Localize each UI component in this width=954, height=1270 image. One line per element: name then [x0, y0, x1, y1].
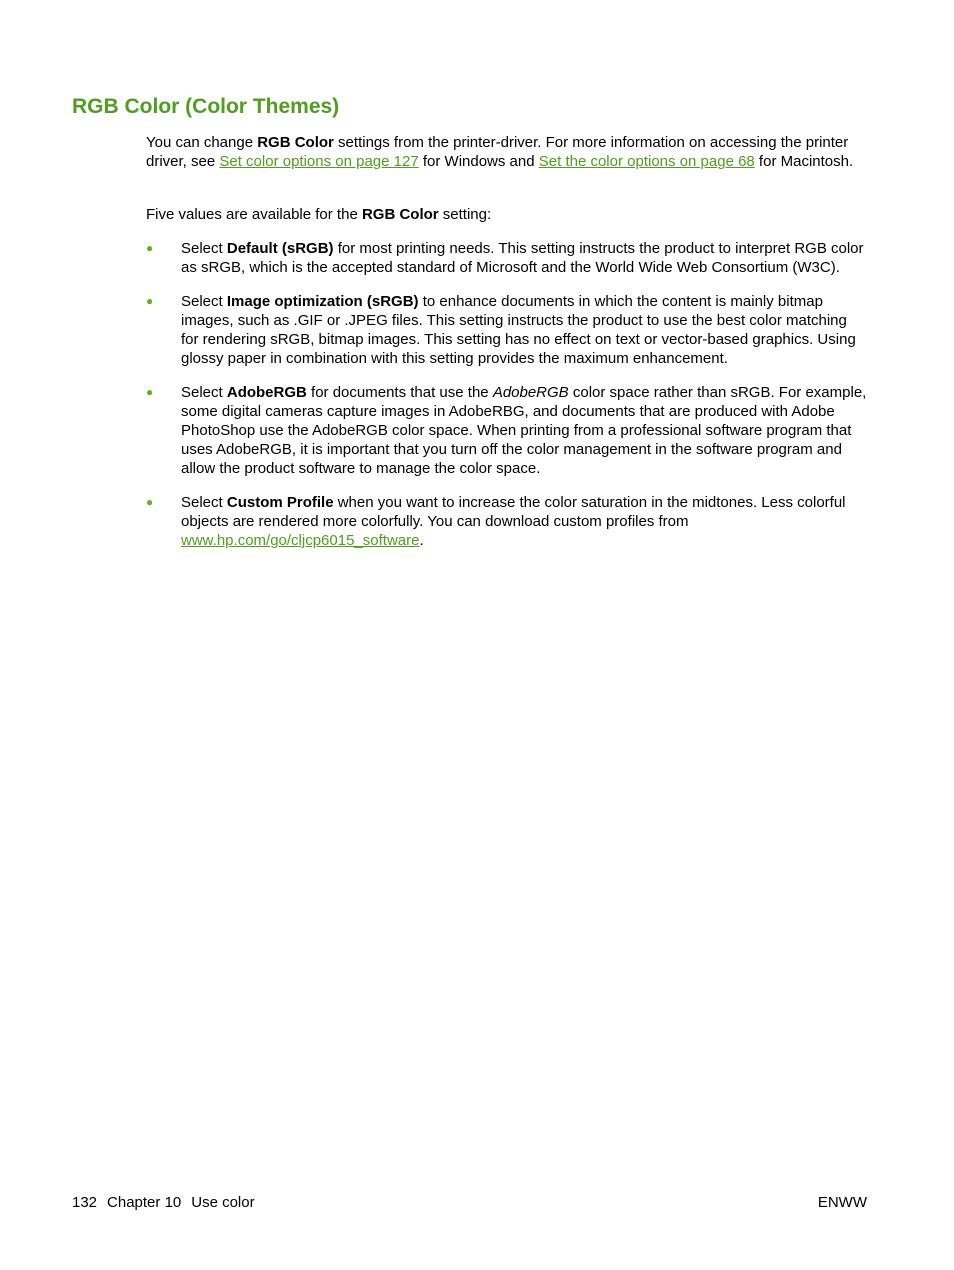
page-title: RGB Color (Color Themes): [72, 95, 340, 118]
item-bold: Image optimization (sRGB): [226, 293, 419, 310]
intro-text-2: settings from the printer-driver. For more information on accessing the printer driver, see: [146, 134, 849, 170]
item-bold: AdobeRGB: [226, 384, 307, 401]
item-text-3: .: [419, 532, 424, 549]
item-text-2: for most printing needs. This setting instructs the product to interpret RGB color as sRGB, which is the accepted standard of Microsoft and the World Wide Web Consortium (W3C).: [181, 240, 864, 276]
list-item-default-srgb: [146, 239, 868, 277]
list-item-custom-profile: [146, 493, 868, 550]
footer-right: ENWW: [817, 1194, 867, 1211]
page-number: 132: [72, 1194, 98, 1211]
item-bold: Default (sRGB): [226, 240, 334, 257]
item-text-1: Select: [181, 293, 227, 310]
item-text-1: Select: [181, 494, 227, 511]
item-text-1: Select: [181, 240, 227, 257]
bullet-dot-icon: ●: [146, 495, 154, 509]
values-intro-bold: RGB Color: [361, 206, 439, 223]
bullet-dot-icon: ●: [146, 241, 154, 255]
values-intro-text-1: Five values are available for the: [146, 206, 362, 223]
intro-text-3: for Windows and: [418, 153, 539, 170]
intro-text-4: for Macintosh.: [754, 153, 854, 170]
item-text-3: color space rather than sRGB. For example, some digital cameras capture images in AdobeRBG, and documents that are produced with Adobe PhotoShop use the AdobeRGB color space. When printing from a professional software program that uses AdobeRGB, it is important that you turn off the color management in the software program and allow the product software to manage the color space.: [181, 384, 867, 477]
link-set-color-options-macintosh[interactable]: Set the color options on page 68: [538, 153, 755, 170]
footer-chapter-title: Use color: [191, 1194, 255, 1211]
item-bold: Custom Profile: [226, 494, 334, 511]
list-item-image-optimization: [146, 292, 868, 368]
item-text-2: to enhance documents in which the content is mainly bitmap images, such as .GIF or .JPEG files. This setting instructs the product to use the best color matching for rendering sRGB, bitmap images. This setting has no effect on text or vector-based graphics. Using glossy paper in combination with this setting provides the maximum enhancement.: [181, 293, 856, 367]
intro-text-1: You can change: [146, 134, 258, 151]
link-hp-software[interactable]: www.hp.com/go/cljcp6015_software: [181, 532, 420, 549]
list-item-adobergb: [146, 383, 868, 478]
bullet-dot-icon: ●: [146, 294, 154, 308]
item-text-1: Select: [181, 384, 227, 401]
bullet-dot-icon: ●: [146, 385, 154, 399]
footer-chapter: Chapter 10: [107, 1194, 182, 1211]
footer-left: [72, 1193, 255, 1212]
intro-paragraph: [146, 133, 868, 171]
values-intro-text-2: setting:: [438, 206, 492, 223]
item-text-2: when you want to increase the color saturation in the midtones. Less colorful objects are rendered more colorfully. You can download custom profiles from: [181, 494, 846, 530]
item-text-2: for documents that use the: [306, 384, 493, 401]
intro-bold-rgb-color: RGB Color: [257, 134, 334, 151]
rgb-values-list: [146, 239, 868, 565]
values-intro-paragraph: [146, 205, 868, 224]
link-set-color-options-windows[interactable]: Set color options on page 127: [219, 153, 419, 170]
item-italic: AdobeRGB: [492, 384, 569, 401]
